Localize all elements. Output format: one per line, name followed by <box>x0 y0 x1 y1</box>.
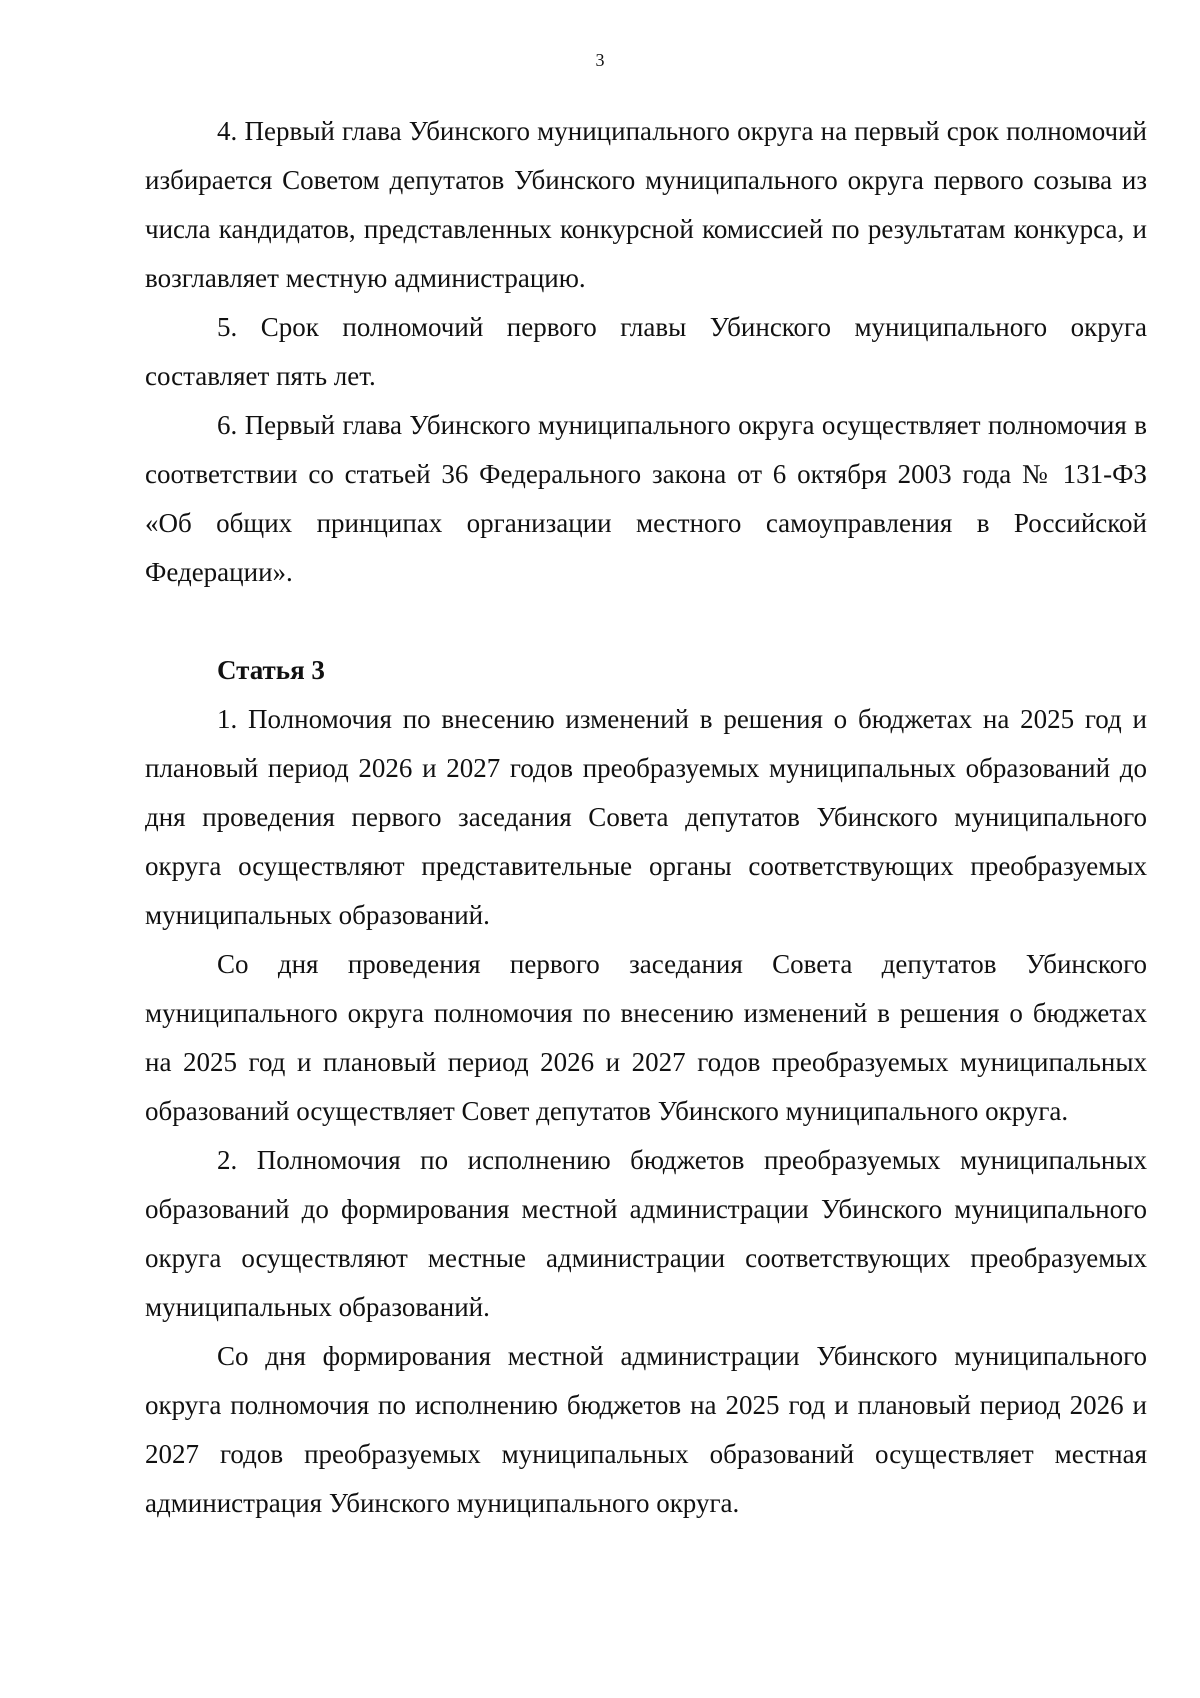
article-3-paragraph-1: 1. Полномочия по внесению изменений в решения о бюджетах на 2025 год и плановый период 2026 и 2027 годов преобразуемых муниципальных образований до дня проведения первого заседания Совета депутатов Убинского муниципального округа осуществляют представительные органы соответствующих преобразуемых муниципальных образований. <box>145 704 1147 930</box>
article-3-paragraph-2: 2. Полномочия по исполнению бюджетов преобразуемых муниципальных образований до формирования местной администрации Убинского муниципального округа осуществляют местные администрации соответствующих преобразуемых муниципальных образований. <box>145 1145 1147 1322</box>
article-3-heading: Статья 3 <box>217 655 325 685</box>
article-3-paragraph-2-continuation: Со дня формирования местной администрации Убинского муниципального округа полномочия по исполнению бюджетов на 2025 год и плановый период 2026 и 2027 годов преобразуемых муниципальных образований осуществляет местная администрация Убинского муниципального округа. <box>145 1341 1147 1518</box>
paragraph-4: 4. Первый глава Убинского муниципального округа на первый срок полномочий избирается Советом депутатов Убинского муниципального округа первого созыва из числа кандидатов, представленных конкурсной комиссией по результатам конкурса, и возглавляет местную администрацию. <box>145 116 1147 293</box>
paragraph-6: 6. Первый глава Убинского муниципального округа осуществляет полномочия в соответствии со статьей 36 Федерального закона от 6 октября 2003 года № 131-ФЗ «Об общих принципах организации местного самоуправления в Российской Федерации». <box>145 410 1147 587</box>
document-body <box>145 107 1147 1528</box>
article-3-paragraph-1-continuation: Со дня проведения первого заседания Совета депутатов Убинского муниципального округа полномочия по внесению изменений в решения о бюджетах на 2025 год и плановый период 2026 и 2027 годов преобразуемых муниципальных образований осуществляет Совет депутатов Убинского муниципального округа. <box>145 949 1147 1126</box>
paragraph-5: 5. Срок полномочий первого главы Убинского муниципального округа составляет пять лет. <box>145 312 1147 391</box>
page-number: 3 <box>595 50 605 70</box>
